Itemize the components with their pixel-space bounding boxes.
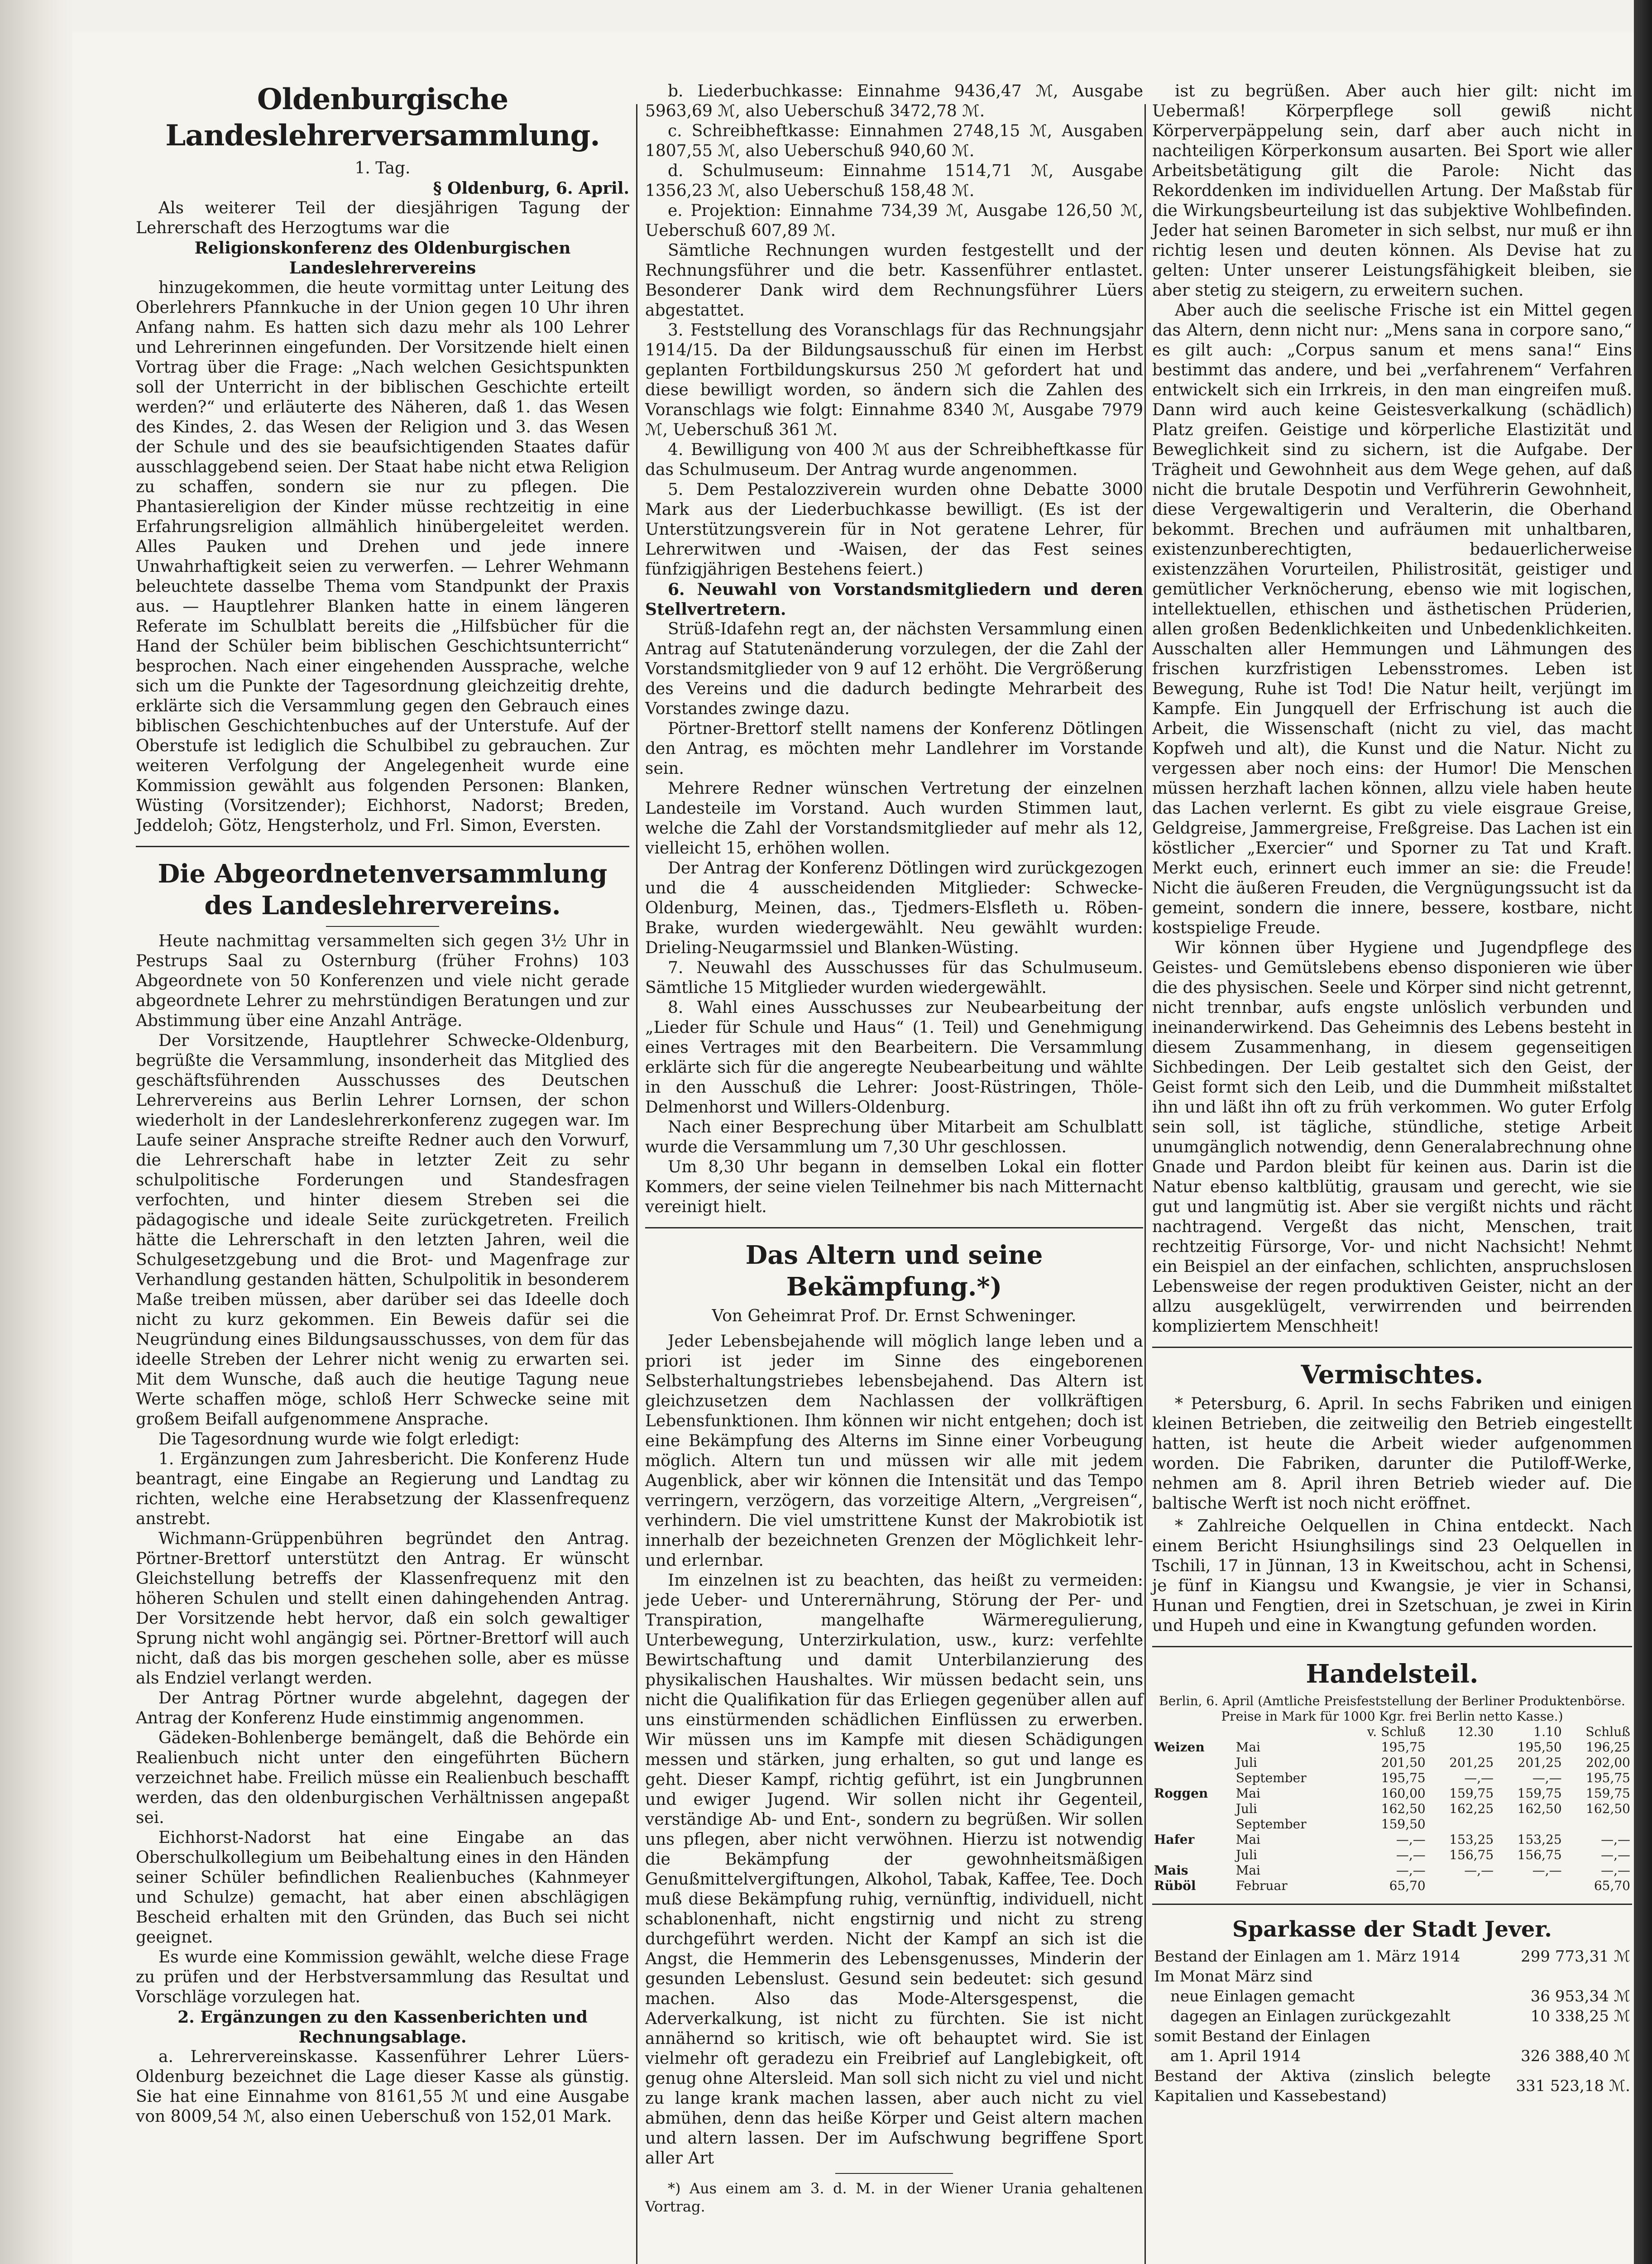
price xyxy=(1495,1817,1563,1832)
section-rule xyxy=(1152,1904,1632,1905)
paragraph: Nach einer Besprechung über Mitarbeit am Schulblatt wurde die Versammlung um 7,30 Uhr geschlossen. xyxy=(645,1118,1143,1156)
price: 201,25 xyxy=(1517,1755,1562,1770)
paragraph: Es wurde eine Kommission gewählt, welche diese Frage zu prüfen und der Herbstversammlung das Resultat und Vorschläge vorzulegen hat. xyxy=(136,1948,629,2006)
table-header-row xyxy=(1152,1724,1632,1740)
price: 202,00 xyxy=(1586,1755,1630,1770)
section-rule xyxy=(136,846,629,847)
paragraph: 7. Neuwahl des Ausschusses für das Schulmuseum. Sämtliche 15 Mitglieder wurden wiedergewählt. xyxy=(645,959,1143,997)
paragraph: 8. Wahl eines Ausschusses zur Neubearbeitung der „Lieder für Schule und Haus“ (1. Teil) und Genehmigung eines Vertrages mit den Bearbeitern. Die Versammlung erklärte sich für die angeregte Neubearbeitung und wählte in den Ausschuß die Lehrer: Joost-Rüstringen, Thöle-Delmenhorst und Willers-Oldenburg. xyxy=(645,998,1143,1117)
headline-altern: Das Altern und seine Bekämpfung.*) xyxy=(745,1240,1043,1302)
paragraph: ist zu begrüßen. Aber auch hier gilt: nicht im Uebermaß! Körperpflege soll gewiß nicht Körperverpäppelung sein, darf aber auch nicht in nachteiligen Körperkonsum ausarten. Bei Sport wie aller Arbeitsbetätigung gilt die Parole: Nicht das Rekorddenken im individuellen Artung. Der Maßstab für die Wirkungsbeurteilung ist das subjektive Wohlbefinden. Jeder hat seinen Barometer in sich selbst, nur muß er ihn richtig lesen und deuten können. Als Devise hat zu gelten: Unter unserer Leistungsfähigkeit bleiben, sie aber stetig zu steigern, zu erweitern suchen. xyxy=(1152,82,1632,300)
news-item: * Zahlreiche Oelquellen in China entdeckt. Nach einem Bericht Hsiunghsilings sind 23 Oelquellen in Tschili, 17 in Jünnan, 13 in Kweitschou, acht in Schensi, je fünf in Kiangsu und Kwangsie, je vier in Schansi, Hunan und Fengtien, drei in Szetschuan, je zwei in Kirin und Hupeh und eine in Kwangtung gefunden worden. xyxy=(1152,1517,1632,1635)
table-row xyxy=(1152,1786,1632,1801)
table-row xyxy=(1152,1770,1632,1786)
paragraph: Aber auch die seelische Frische ist ein Mittel gegen das Altern, denn nicht nur: „Mens sana in corpore sano,“ es gilt auch: „Corpus sanum et mens sana!“ Eins bestimmt das andere, und bei „verfahrenem“ Verfahren entwickelt sich ein Irrkreis, in den man eingreifen muß. Dann wird auch keine Geistesverkalkung (schädlich) Platz greifen. Geistige und körperliche Elastizität und Beweglichkeit sind zu sichern, ist die Aufgabe. Der Trägheit und Gewohnheit aus dem Wege gehen, auf daß nicht die brutale Despotin und Verführerin Gewohnheit, diese Vergewaltigerin und Veralterin, die Oberhand bekommt. Brechen und aufräumen mit unhaltbaren, existenzunberechtigten, bedauerlicherweise existenzzähen Vorurteilen, Philistrosität, geistiger und gemütlicher Verknöcherung, ebenso wie mit logischen, intellektuellen, ethischen und ästhetischen Prüderien, allen großen Bedenklichkeiten und Unbedenklichkeiten. Ausschalten aller Hemmungen und Lähmungen des frischen kurzfristigen Lebensstromes. Leben ist Bewegung, Ruhe ist Tod! Die Natur heilt, verjüngt im Kampfe. Ein Jungquell der Erfrischung ist auch die Arbeit, die Wissenschaft (nicht zu viel, das macht Kopfweh und alt), die Kunst und die Natur. Nicht zu vergessen aber noch eins: der Humor! Die Menschen müssen herzhaft lachen können, allzu viele haben heute das Lachen verlernt. Es gibt zu viele eisgraue Greise, Geldgreise, Jammergreise, Freßgreise. Das Lachen ist ein köstlicher „Exercier“ und Sporner zu Tat und Kraft. Merkt euch, erinnert euch immer an sie: die Freude! Nicht die äußeren Freuden, die Vergnügungssucht ist da gemeint, sondern die innere, bessere, kostbare, nicht kostspielige Freude. xyxy=(1152,301,1632,937)
month: Juli xyxy=(1235,1755,1257,1770)
price: 159,75 xyxy=(1586,1786,1630,1801)
grain-price-table xyxy=(1152,1724,1632,1894)
paragraph: Mehrere Redner wünschen Vertretung der einzelnen Landesteile im Vorstand. Auch wurden Stimmen laut, welche die Zahl der Vorstandsmitglieder auf mehr als 12, vielleicht 15, erhöhen wollen. xyxy=(645,779,1143,858)
price: 65,70 xyxy=(1594,1878,1630,1893)
ledger-label: Bestand der Aktiva (zinslich belegte Kapitalien und Kassebestand) xyxy=(1154,2067,1491,2105)
paragraph: e. Projektion: Einnahme 734,39 ℳ, Ausgabe 126,50 ℳ, Ueberschuß 607,89 ℳ. xyxy=(645,201,1143,240)
paragraph: Pörtner-Brettorf stellt namens der Konferenz Dötlingen den Antrag, es möchten mehr Landlehrer im Vorstande sein. xyxy=(645,719,1143,778)
byline: Von Geheimrat Prof. Dr. Ernst Schweninger. xyxy=(712,1307,1077,1325)
ledger-row xyxy=(1152,1967,1632,1986)
paragraph: hinzugekommen, die heute vormittag unter Leitung des Oberlehrers Pfannkuche in der Union gegen 10 Uhr ihren Anfang nahm. Es hatten sich dazu mehr als 100 Lehrer und Lehrerinnen eingefunden. Der Vorsitzende hielt einen Vortrag über die Frage: „Nach welchen Gesichtspunkten soll der Unterricht in der biblischen Geschichte erteilt werden?“ und erläuterte des Näheren, daß 1. das Wesen des Kindes, 2. das Wesen der Religion und 3. das Wesen der Schule und des sie beaufsichtigenden Staates dafür ausschlaggebend seien. Der Staat habe nicht etwa Religion zu schaffen, sondern sie nur zu pflegen. Die Phantasiereligion der Kinder müsse rechtzeitig in eine Erfahrungsreligion allmählich hinübergeleitet werden. Alles Pauken und Drehen und jede innere Unwahrhaftigkeit seien zu verwerfen. — Lehrer Wehmann beleuchtete dasselbe Thema vom Standpunkt der Praxis aus. — Hauptlehrer Blanken hatte in einem längeren Referate im Schulblatt bereits die „Hilfsbücher für die Hand der Schüler beim biblischen Geschichtsunterricht“ besprochen. Nach einer eingehenden Aussprache, welche sich um die Punkte der Tagesordnung gleichzeitig drehte, erklärte sich die Versammlung gegen den Gebrauch eines biblischen Geschichtenbuches auf der Unterstufe. Auf der Oberstufe ist lediglich die Schulbibel zu gebrauchen. Zur weiteren Verfolgung der Angelegenheit wurde eine Kommission gewählt aus folgenden Personen: Blanken, Wüsting (Vorsitzender); Eichhorst, Nadorst; Breden, Jeddeloh; Götz, Hengsterholz, und Frl. Simon, Eversten. xyxy=(136,278,629,835)
ledger-row xyxy=(1152,2026,1632,2046)
price: 195,75 xyxy=(1586,1770,1630,1785)
price: 159,50 xyxy=(1381,1817,1426,1832)
table-row xyxy=(1152,1755,1632,1770)
table-row xyxy=(1152,1863,1632,1878)
commodity xyxy=(1152,1817,1234,1832)
price: 196,25 xyxy=(1586,1740,1630,1755)
column-header: v. Schluß xyxy=(1367,1724,1426,1739)
paragraph: 4. Bewilligung von 400 ℳ aus der Schreibheftkasse für das Schulmuseum. Der Antrag wurde angenommen. xyxy=(645,441,1143,479)
price: —,— xyxy=(1601,1832,1630,1847)
table-row xyxy=(1152,1817,1632,1832)
paragraph: Als weiterer Teil der diesjährigen Tagung der Lehrerschaft des Herzogtums war die xyxy=(136,199,629,237)
paragraph: 3. Feststellung des Voranschlags für das Rechnungsjahr 1914/15. Da der Bildungsausschuß für einen im Herbst geplanten Fortbildungskursus 250 ℳ gefordert hat und diese bewilligt worden, so ändern sich die Zahlen des Voranschlags wie folgt: Einnahme 8340 ℳ, Ausgabe 7979 ℳ, Ueberschuß 361 ℳ. xyxy=(645,321,1143,439)
paragraph: a. Lehrervereinskasse. Kassenführer Lehrer Lüers-Oldenburg bezeichnet die Lage dieser Kasse als günstig. Sie hat eine Einnahme von 8161,55 ℳ und eine Ausgabe von 8009,54 ℳ, also einen Ueberschuß von 152,01 Mark. xyxy=(136,2048,629,2126)
headline-sparkasse: Sparkasse der Stadt Jever. xyxy=(1232,1917,1552,1942)
price: 195,75 xyxy=(1381,1770,1426,1785)
ledger-amount: 36 953,34 ℳ xyxy=(1530,1987,1630,2005)
commodity: Mais xyxy=(1154,1863,1188,1878)
month: September xyxy=(1235,1817,1307,1832)
ledger-label: Im Monat März sind xyxy=(1154,1967,1313,1986)
price: 156,75 xyxy=(1449,1847,1494,1862)
paragraph: Gädeken-Bohlenberge bemängelt, daß die Behörde ein Realienbuch nicht unter den eingeführten Büchern verzeichnet habe. Freilich müsse ein Realienbuch beschafft werden, das den oldenburgischen Verhältnissen angepaßt sei. xyxy=(136,1729,629,1827)
price: 201,50 xyxy=(1381,1755,1426,1770)
ledger-label: somit Bestand der Einlagen xyxy=(1154,2027,1370,2045)
section-rule xyxy=(1152,1347,1632,1348)
commodity xyxy=(1152,1755,1234,1770)
price: 159,75 xyxy=(1517,1786,1562,1801)
ledger-amount xyxy=(1493,2026,1632,2046)
ledger-amount: 10 338,25 ℳ xyxy=(1530,2007,1630,2025)
ledger-row xyxy=(1152,2066,1632,2106)
ledger-row xyxy=(1152,1947,1632,1967)
price: —,— xyxy=(1396,1847,1426,1862)
commodity xyxy=(1152,1847,1234,1863)
headline-vermischtes: Vermischtes. xyxy=(1301,1360,1484,1390)
headline-landeslehrerversammlung: Oldenburgische Landeslehrerversammlung. xyxy=(165,82,600,153)
price: —,— xyxy=(1464,1863,1494,1878)
column-3 xyxy=(1152,82,1632,2106)
price: 153,25 xyxy=(1517,1832,1562,1847)
column-header: 12.30 xyxy=(1457,1724,1494,1739)
price: 162,50 xyxy=(1517,1801,1562,1816)
price: —,— xyxy=(1532,1863,1562,1878)
price: 162,50 xyxy=(1381,1801,1426,1816)
month: Mai xyxy=(1235,1832,1261,1847)
price: —,— xyxy=(1464,1770,1494,1785)
paragraph: Die Tagesordnung wurde wie folgt erledigt: xyxy=(158,1430,520,1449)
price xyxy=(1564,1817,1632,1832)
ledger-row xyxy=(1152,1986,1632,2006)
column-2 xyxy=(645,82,1143,2216)
ledger-row xyxy=(1152,2046,1632,2066)
paragraph: Wichmann-Grüppenbühren begründet den Antrag. Pörtner-Brettorf unterstützt den Antrag. Er wünscht Gleichstellung betreffs der Klassenfrequenz mit den höheren Schulen und stellt einen dahingehenden Antrag. Der Vorsitzende hebt hervor, daß ein solch gewaltiger Sprung nicht wohl angängig sei. Pörtner-Brettorf will auch nicht, daß das bis morgen geschehen solle, aber es müsse als Endziel verlangt werden. xyxy=(136,1530,629,1688)
month: Mai xyxy=(1235,1863,1261,1878)
price: 160,00 xyxy=(1381,1786,1426,1801)
column-header: 1.10 xyxy=(1533,1724,1562,1739)
ledger-amount: 326 388,40 ℳ xyxy=(1521,2047,1630,2065)
paragraph: Sämtliche Rechnungen wurden festgestellt und der Rechnungsführer und die betr. Kassenführer entlastet. Besonderer Dank wird dem Rechnungsführer Lüers abgestattet. xyxy=(645,241,1143,320)
price: —,— xyxy=(1396,1832,1426,1847)
month: Juli xyxy=(1235,1801,1257,1816)
footnote: *) Aus einem am 3. d. M. in der Wiener Urania gehaltenen Vortrag. xyxy=(645,2180,1143,2215)
table-row xyxy=(1152,1832,1632,1847)
month: September xyxy=(1235,1770,1307,1785)
paragraph: Strüß-Idafehn regt an, der nächsten Versammlung einen Antrag auf Statutenänderung vorzulegen, der die Zahl der Vorstandsmitglieder von 9 auf 12 erhöht. Die Vergrößerung des Vereins und die dadurch bedingte Mehrarbeit des Vorstandes zwinge dazu. xyxy=(645,620,1143,718)
commodity: Rüböl xyxy=(1154,1878,1196,1893)
month: Februar xyxy=(1235,1878,1288,1893)
ledger-label: neue Einlagen gemacht xyxy=(1170,1987,1355,2005)
ledger-amount xyxy=(1493,1967,1632,1986)
short-rule xyxy=(326,926,439,927)
price: 162,25 xyxy=(1449,1801,1494,1816)
paragraph: Jeder Lebensbejahende will möglich lange leben und a priori ist jeder im Sinne des eingeborenen Selbsterhaltungstriebes lebensbejahend. Das Altern ist gleichzusetzen dem Nachlassen der vollkräftigen Lebensfunktionen. Ihm können wir nicht entgehen; doch ist eine Bekämpfung des Alterns im Sinne einer Vorbeugung möglich. Altern tun und müssen wir alle mit jedem Augenblick, aber wir können die Intensität und das Tempo verringern, verzögern, das vorzeitige Altern, „Vergreisen“, verhindern. Die viel umstrittene Kunst der Makrobiotik ist innerhalb der bezeichneten Grenzen der Möglichkeit lehr- und erlernbar. xyxy=(645,1332,1143,1570)
price: —,— xyxy=(1396,1863,1426,1878)
headline-abgeordnetenversammlung: Die Abgeordnetenversammlung des Landeslehrervereins. xyxy=(158,859,608,921)
ledger-amount: 299 773,31 ℳ xyxy=(1521,1947,1630,1966)
month: Mai xyxy=(1235,1740,1261,1755)
price: —,— xyxy=(1601,1847,1630,1862)
paragraph: Eichhorst-Nadorst hat eine Eingabe an das Oberschulkollegium um Beibehaltung eines in den Händen seiner Schüler befindlichen Realienbuches (Kahnmeyer und Schulze) gemacht, hat aber einen abschlägigen Bescheid erhalten mit den Gründen, das Buch sei nicht geeignet. xyxy=(136,1828,629,1947)
paragraph: d. Schulmuseum: Einnahme 1514,71 ℳ, Ausgabe 1356,23 ℳ, also Ueberschuß 158,48 ℳ. xyxy=(645,162,1143,200)
price: 153,25 xyxy=(1449,1832,1494,1847)
ledger-label: am 1. April 1914 xyxy=(1170,2047,1301,2065)
price xyxy=(1495,1878,1563,1894)
ledger-row xyxy=(1152,2006,1632,2026)
headline-handelsteil: Handelsteil. xyxy=(1306,1659,1479,1689)
ledger-amount: 331 523,18 ℳ. xyxy=(1516,2077,1630,2095)
dateline: § Oldenburg, 6. April. xyxy=(433,179,629,198)
section-rule xyxy=(645,1227,1143,1228)
paragraph: 5. Dem Pestalozziverein wurden ohne Debatte 3000 Mark aus der Liederbuchkasse bewilligt. (Es ist der Unterstützungsverein für in Not geratene Lehrer, für Lehrerwitwen und -Waisen, der das Fest seines fünfzigjährigen Bestehens feiert.) xyxy=(645,480,1143,579)
paragraph: Wir können über Hygiene und Jugendpflege des Geistes- und Gemütslebens ebenso disponieren wie über die des physischen. Seele und Körper sind nicht getrennt, nicht trennbar, aufs engste unlöslich verbunden und ineinanderwirkend. Das Geheimnis des Lebens besteht in diesem Zusammenhang, in diesem gegenseitigen Sichbedingen. Der Leib gestaltet sich den Geist, der Geist formt sich den Leib, und die Dummheit mißstaltet ihn und läßt ihn oft zu früh verkommen. Wo guter Erfolg sein soll, ist tägliche, stündliche, stetige Arbeit unumgänglich notwendig, denn Generalabrechnung ohne Gnade und Pardon bleibt für keinen aus. Darin ist die Natur ebenso kaltblütig, grausam und gerecht, wie sie gut und langmütig ist. Aber sie vergißt nichts und rächt nachtragend. Vergeßt das nicht, Menschen, trait rechtzeitig Fürsorge, Vor- und nicht Nachsicht! Nehmt ein Beispiel an der einfachen, schlichten, anspruchslosen Lebensweise der regen produktiven Geister, nicht an der allzu ausgeklügelt, verwirrenden und beirrenden kompliziertem Menschheit! xyxy=(1152,939,1632,1336)
news-item: * Petersburg, 6. April. In sechs Fabriken und einigen kleinen Betrieben, die zeitweilig den Betrieb eingestellt hatten, ist heute die Arbeit wieder aufgenommen worden. Die Fabriken, darunter die Putiloff-Werke, nehmen am 8. April ihren Betrieb wieder auf. Die baltische Werft ist noch nicht eröffnet. xyxy=(1152,1395,1632,1513)
paragraph: Im einzelnen ist zu beachten, das heißt zu vermeiden: jede Ueber- und Unterernährung, Störung der Per- und Transpiration, mangelhafte Wärmeregulierung, Unterbewegung, Unterzirkulation, usw., kurz: verfehlte Bewirtschaftung und damit Unterbilanzierung des physikalischen Haushaltes. Wir müssen bedacht sein, uns nicht die Qualifikation für das Erliegen gegenüber allen auf uns einstürmenden schädlichen Einflüssen zu erwerben. Wir müssen uns im Kampfe mit diesen Schädigungen messen und stärken, jung erhalten, so gut und lange es geht. Dieser Kampf, richtig geführt, ist ein Jungbrunnen und ewiger Jugend. Wir sollen nicht ihr Gegenteil, verständige Ab- und Ent-, sondern zu begrüßen. Wir sollen uns pflegen, aber nicht verwöhnen. Hierzu ist notwendig die Bekämpfung der gewohnheitsmäßigen Genußmittelvergiftungen, Alkohol, Tabak, Kaffee, Tee. Doch muß diese Bekämpfung ruhig, vernünftig, individuell, nicht schablonenhaft, nicht engstirnig und nicht zu streng durchgeführt werden. Nicht der Kampf an sich ist die Angst, die Hemmerin des Lebensgenusses, Minderin der gesunden Lebenslust. Gesund sein bedeutet: sich gesund machen. Also das Mode-Altersgespenst, die Aderverkalkung, ist nicht zu fürchten. Sie ist nicht annähernd so kritisch, wie oft behauptet wird. Sie ist vielmehr oft geradezu ein Freibrief auf Langlebigkeit, oft genug ohne Altersleid. Man soll sich nicht zu viel und nicht zu lange krank machen lassen, aber auch nicht zu viel abmühen, denn das heiße Körper und Geist altern machen und altern lassen. Der im Aufschwung begriffene Sport aller Art xyxy=(645,1571,1143,2168)
price: 195,50 xyxy=(1517,1740,1562,1755)
price: —,— xyxy=(1532,1770,1562,1785)
commodity: Hafer xyxy=(1154,1832,1195,1847)
commodity xyxy=(1152,1770,1234,1786)
agenda-item: 6. Neuwahl von Vorstandsmitgliedern und deren Stellvertretern. xyxy=(645,580,1143,619)
table-row xyxy=(1152,1801,1632,1817)
page-edge xyxy=(1634,0,1652,2264)
footnote-rule xyxy=(835,2173,953,2174)
savings-ledger xyxy=(1152,1947,1632,2106)
paragraph: Der Vorsitzende, Hauptlehrer Schwecke-Oldenburg, begrüßte die Versammlung, insonderheit das Mitglied des geschäftsführenden Ausschusses des Deutschen Lehrervereins aus Berlin Lehrer Lornsen, der schon wiederholt in der Landeslehrerkonferenz zugegen war. Im Laufe seiner Ansprache streifte Redner auch den Vorwurf, die Lehrerschaft habe in letzter Zeit zu sehr schulpolitische Forderungen und Standesfragen verfochten, und hinter diesem Streben sei die pädagogische und ideale Seite zurückgetreten. Freilich hätte die Lehrerschaft in den letzten Jahren, weil die Schulgesetzgebung und die Brot- und Magenfrage zur Verhandlung gestanden hätten, Schulpolitik in besonderem Maße treiben müssen, aber darüber sei das Ideelle doch nicht zu kurz gekommen. Ein Beweis dafür sei die Neugründung eines Bildungsausschusses, von dem für das ideelle Streben der Lehrer nicht wenig zu erwarten sei. Mit dem Wunsche, daß auch die heutige Tagung neue Werte schaffen möge, schloß Herr Schwecke seine mit großem Beifall aufgenommene Ansprache. xyxy=(136,1031,629,1429)
trade-header: Berlin, 6. April (Amtliche Preisfeststellung der Berliner Produktenbörse. Preise in Mark für 1000 Kgr. frei Berlin netto Kasse.) xyxy=(1159,1693,1625,1724)
paragraph: 1. Ergänzungen zum Jahresbericht. Die Konferenz Hude beantragt, eine Eingabe an Regierung und Landtag zu richten, welche eine Herabsetzung der Klassenfrequenz anstrebt. xyxy=(136,1450,629,1528)
paragraph: b. Liederbuchkasse: Einnahme 9436,47 ℳ, Ausgabe 5963,69 ℳ, also Ueberschuß 3472,78 ℳ. xyxy=(645,82,1143,120)
ledger-label: dagegen an Einlagen zurückgezahlt xyxy=(1170,2007,1451,2025)
subheading-religionskonferenz: Religionskonferenz des Oldenburgischen Landeslehrervereins xyxy=(194,239,571,278)
paragraph: Der Antrag der Konferenz Dötlingen wird zurückgezogen und die 4 ausscheidenden Mitglieder: Schwecke-Oldenburg, Meinen, das., Tjedmers-Elsfleth u. Röben-Brake, wurden wiedergewählt. Neu gewählt wurden: Drieling-Neugarmssiel und Blanken-Wüsting. xyxy=(645,859,1143,957)
column-1 xyxy=(136,82,629,2127)
column-divider xyxy=(1144,104,1146,2264)
table-row xyxy=(1152,1740,1632,1755)
paragraph: c. Schreibheftkasse: Einnahmen 2748,15 ℳ, Ausgaben 1807,55 ℳ, also Ueberschuß 940,60 ℳ. xyxy=(645,122,1143,160)
table-row xyxy=(1152,1847,1632,1863)
price xyxy=(1427,1740,1495,1755)
price: 162,50 xyxy=(1586,1801,1630,1816)
section-rule xyxy=(1152,1646,1632,1647)
paragraph: Heute nachmittag versammelten sich gegen 3½ Uhr in Pestrups Saal zu Osternburg (früher Frohns) 103 Abgeordnete von 50 Konferenzen und viele nicht gerade abgeordnete Lehrer zu mehrstündigen Beratungen und zur Abstimmung über eine Anzahl Anträge. xyxy=(136,932,629,1030)
price: 195,75 xyxy=(1381,1740,1426,1755)
ledger-label: Bestand der Einlagen am 1. März 1914 xyxy=(1154,1947,1460,1966)
day-label: 1. Tag. xyxy=(354,159,411,177)
column-header: Schluß xyxy=(1585,1724,1630,1739)
commodity: Weizen xyxy=(1154,1740,1205,1755)
paragraph: Um 8,30 Uhr begann in demselben Lokal ein flotter Kommers, der seine vielen Teilnehmer bis nach Mitternacht vereinigt hielt. xyxy=(645,1158,1143,1216)
price xyxy=(1427,1817,1495,1832)
table-row xyxy=(1152,1878,1632,1894)
agenda-heading: 2. Ergänzungen zu den Kassenberichten und Rechnungsablage. xyxy=(177,2008,588,2047)
month: Juli xyxy=(1235,1847,1257,1862)
commodity xyxy=(1152,1801,1234,1817)
column-divider xyxy=(636,104,637,2264)
price: 159,75 xyxy=(1449,1786,1494,1801)
book-binding-shadow xyxy=(0,0,72,2264)
price: 65,70 xyxy=(1389,1878,1426,1893)
paragraph: Der Antrag Pörtner wurde abgelehnt, dagegen der Antrag der Konferenz Hude einstimmig angenommen. xyxy=(136,1689,629,1727)
commodity: Roggen xyxy=(1154,1786,1208,1801)
price: —,— xyxy=(1601,1863,1630,1878)
price xyxy=(1427,1878,1495,1894)
month: Mai xyxy=(1235,1786,1261,1801)
price: 201,25 xyxy=(1449,1755,1494,1770)
price: 156,75 xyxy=(1517,1847,1562,1862)
